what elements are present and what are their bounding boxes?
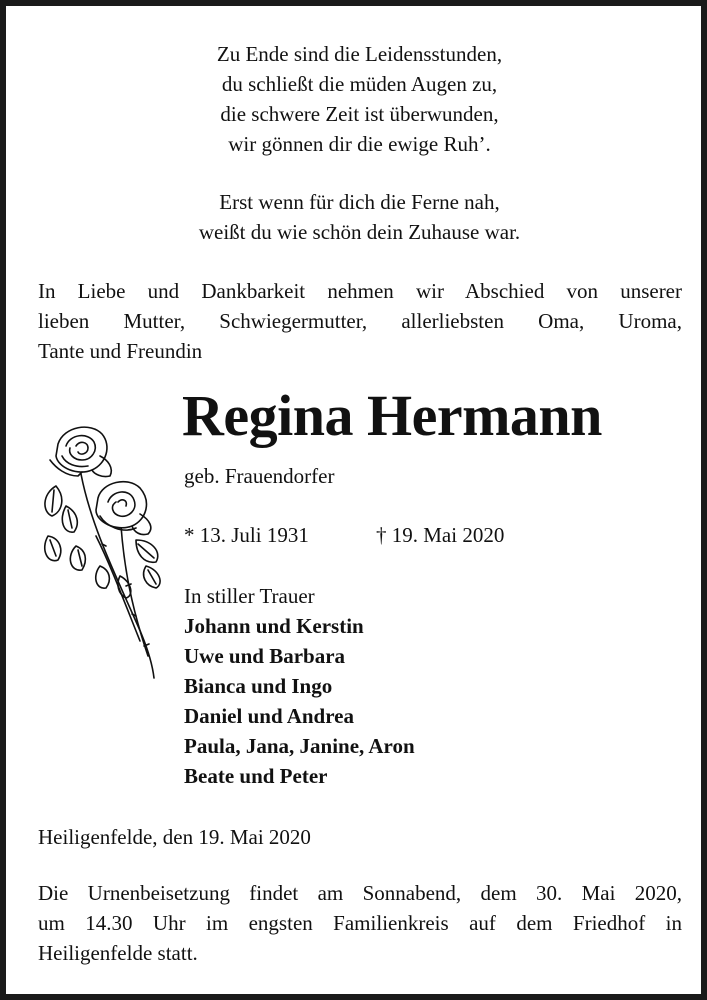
maiden-name: geb. Frauendorfer xyxy=(184,464,335,488)
place-and-date: Heiligenfelde, den 19. Mai 2020 xyxy=(38,825,311,849)
poem-line: wir gönnen dir die ewige Ruh’. xyxy=(228,132,491,156)
poem-stanza-1 xyxy=(6,39,707,159)
mourners-block xyxy=(184,581,415,791)
mourner-name: Johann und Kerstin xyxy=(184,614,364,638)
poem-line: weißt du wie schön dein Zuhause war. xyxy=(198,220,521,244)
mourner-name: Daniel und Andrea xyxy=(184,704,354,728)
mourner-name: Uwe und Barbara xyxy=(184,644,346,668)
intro-line: lieben Mutter, Schwiegermutter, allerliebsten Oma, Uroma, xyxy=(38,309,682,333)
poem-line: die schwere Zeit ist überwunden, xyxy=(220,102,499,126)
burial-line: Die Urnenbeisetzung findet am Sonnabend, dem 30. Mai 2020, xyxy=(38,881,682,905)
deceased-name: Regina Hermann xyxy=(182,383,602,448)
burial-line: um 14.30 Uhr im engsten Familienkreis auf dem Friedhof in xyxy=(38,911,682,935)
poem-line: Erst wenn für dich die Ferne nah, xyxy=(219,190,500,214)
life-dates xyxy=(184,521,505,549)
mourner-name: Beate und Peter xyxy=(184,764,328,788)
intro-text xyxy=(38,276,682,366)
poem-line: Zu Ende sind die Leidensstunden, xyxy=(216,42,503,66)
birth-date: * 13. Juli 1931 xyxy=(184,523,309,547)
intro-line: In Liebe und Dankbarkeit nehmen wir Abschied von unserer xyxy=(38,279,682,303)
poem-line: du schließt die müden Augen zu, xyxy=(221,72,498,96)
death-date: † 19. Mai 2020 xyxy=(376,523,505,547)
intro-line: Tante und Freundin xyxy=(38,339,203,363)
mourner-name: Bianca und Ingo xyxy=(184,674,333,698)
rose-illustration-icon xyxy=(36,416,171,686)
poem-stanza-2 xyxy=(6,187,707,247)
mourning-intro: In stiller Trauer xyxy=(184,584,315,608)
burial-line: Heiligenfelde statt. xyxy=(38,941,198,965)
mourner-name: Paula, Jana, Janine, Aron xyxy=(184,734,415,758)
burial-notice xyxy=(38,878,682,968)
